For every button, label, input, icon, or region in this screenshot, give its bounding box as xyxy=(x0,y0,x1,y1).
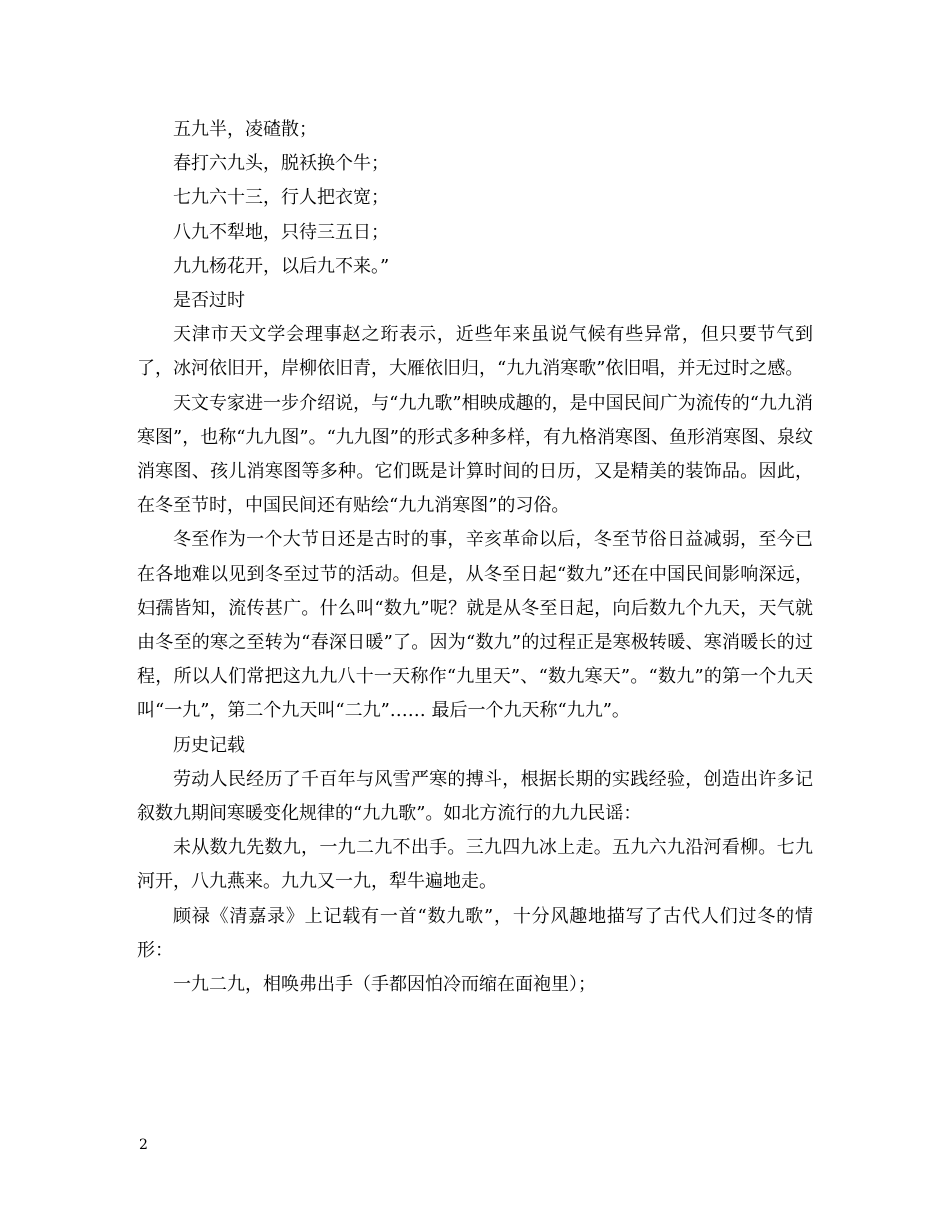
section-heading: 历史记载 xyxy=(173,734,245,756)
paragraph: 冬至作为一个大节日还是古时的事，辛亥革命以后，冬至节俗日益减弱，至今已在各地难以见到冬至过节的活动。但是，从冬至日起“数九”还在中国民间影响深远，妇孺皆知，流传甚广。什么叫“数九”呢？就是从冬至日起，向后数九个九天，天气就由冬至的寒之至转为“春深日暖”了。因为“数九”的过程正是寒极转暖、寒消暖长的过程，所以人们常把这九九八十一天称作“九里天”、“数九寒天”。“数九”的第一个九天叫“一九”，第二个九天叫“二九”…… 最后一个九天称“九九”。 xyxy=(137,529,813,722)
verse-line: 五九半，凌碴散； xyxy=(173,119,317,140)
paragraph: 天文专家进一步介绍说，与“九九歌”相映成趣的，是中国民间广为流传的“九九消寒图”，也称“九九图”。“九九图”的形式多种多样，有九格消寒图、鱼形消寒图、泉纹消寒图、孩儿消寒图等多种。它们既是计算时间的日历，又是精美的装饰品。因此，在冬至节时，中国民间还有贴绘“九九消寒图”的习俗。 xyxy=(137,392,814,517)
verse-line: 春打六九头，脱袄换个牛； xyxy=(173,153,389,175)
verse-line: 七九六十三，行人把衣宽； xyxy=(173,187,389,209)
paragraph: 未从数九先数九，一九二九不出手。三九四九冰上走。五九六九沿河看柳。七九河开，八九燕来。九九又一九，犁牛遍地走。 xyxy=(137,837,813,893)
paragraph: 顾禄《清嘉录》上记载有一首“数九歌”，十分风趣地描写了古代人们过冬的情形： xyxy=(137,905,813,961)
page-number: 2 xyxy=(139,1137,148,1153)
section-heading: 是否过时 xyxy=(173,290,245,312)
verse-line: 九九杨花开，以后九不来。” xyxy=(173,255,390,277)
paragraph: 天津市天文学会理事赵之珩表示，近些年来虽说气候有些异常，但只要节气到了，冰河依旧开，岸柳依旧青，大雁依旧归，“九九消寒歌”依旧唱，并无过时之感。 xyxy=(137,324,813,380)
paragraph: 一九二九，相唤弗出手（手都因怕冷而缩在面袍里）； xyxy=(173,974,596,996)
paragraph: 劳动人民经历了千百年与风雪严寒的搏斗，根据长期的实践经验，创造出许多记叙数九期间寒暖变化规律的“九九歌”。如北方流行的九九民谣： xyxy=(137,768,813,825)
verse-line: 八九不犁地，只待三五日； xyxy=(173,221,389,243)
document-body xyxy=(137,113,813,1002)
